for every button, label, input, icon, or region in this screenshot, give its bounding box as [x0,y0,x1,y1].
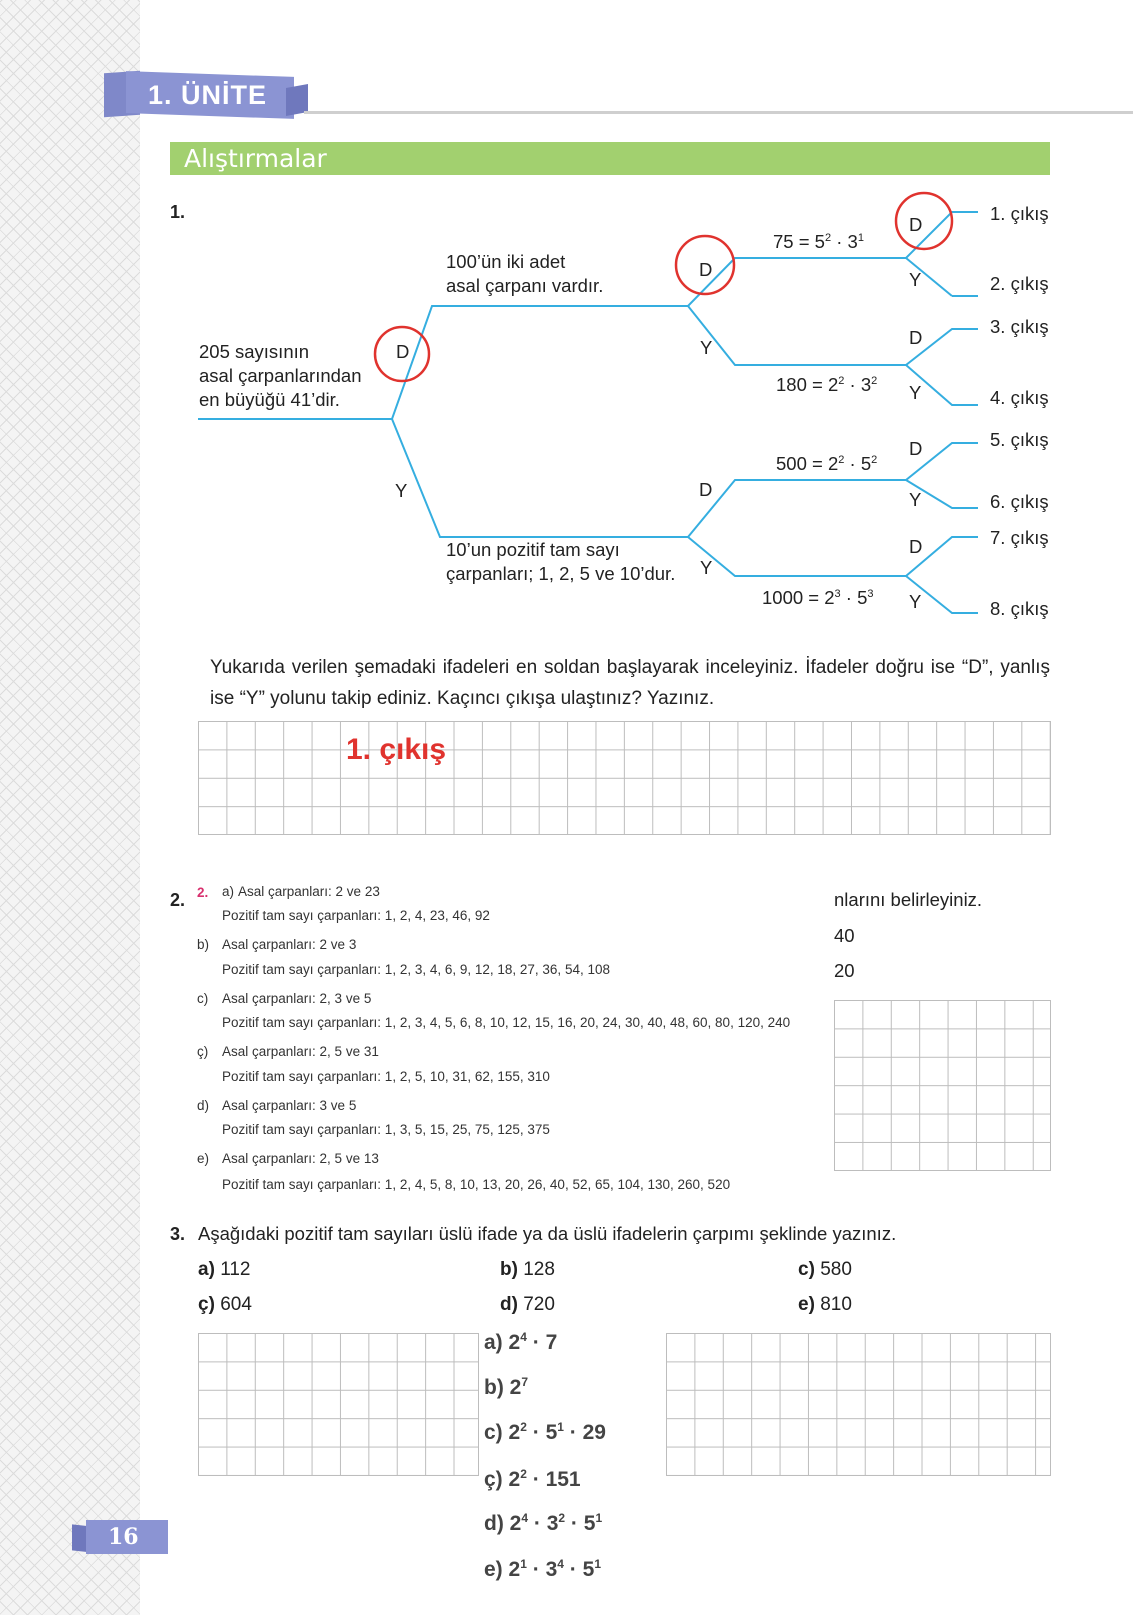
q2-overlay-number: 2. [197,885,209,900]
q3-option-d: d) 720 [500,1294,555,1315]
q2-item-letter: ç) [197,1044,209,1059]
label-d: D [909,438,923,459]
q3-answer-cc: ç) $2^2 \cdot 151$ [484,1467,581,1491]
q2-item-pozitif: Pozitif tam sayı çarpanları: 1, 3, 5, 15, 25, 75, 125, 375 [222,1122,550,1137]
q3-option-b: b) 128 [500,1259,555,1280]
q2-item-asal: Asal çarpanları: 2, 5 ve 31 [222,1044,379,1059]
q3-answer-d: d) $2^4 \cdot 3^2 \cdot 5^1$ [484,1511,603,1535]
label-d: D [909,536,923,557]
q3-answer-a: a) $2^4 \cdot 7$ [484,1330,558,1354]
q2-item-letter: a) [222,884,235,899]
q2-item-asal: Asal çarpanları: 2 ve 3 [222,937,357,952]
equation-1000: $1000 = 2^3 \cdot 5^3$ [762,587,874,609]
q3-option-a: a) 112 [198,1259,251,1280]
exit-7: 7. çıkış [990,527,1049,548]
label-d: D [909,327,923,348]
q2-item-pozitif: Pozitif tam sayı çarpanları: 1, 2, 3, 4, 6, 9, 12, 18, 27, 36, 54, 108 [222,962,610,977]
label-y: Y [909,489,922,510]
page-number-tab [72,1518,172,1556]
q2-item-pozitif: Pozitif tam sayı çarpanları: 1, 2, 3, 4, 5, 6, 8, 10, 12, 15, 16, 20, 24, 30, 40, 48, 60, 80, 120, 240 [222,1015,791,1030]
q3-option-e: e) 810 [798,1294,852,1315]
upper-statement-1: 100’ün iki adet [446,251,566,272]
q2-partial-20: 20 [834,960,855,981]
q2-item-pozitif: Pozitif tam sayı çarpanları: 1, 2, 4, 5, 8, 10, 13, 20, 26, 40, 52, 65, 104, 130, 260, 520 [222,1177,731,1192]
label-d: D [396,341,410,362]
q2-item-asal: Asal çarpanları: 3 ve 5 [222,1098,357,1113]
exit-6: 6. çıkış [990,491,1049,512]
upper-statement-2: asal çarpanı vardır. [446,275,604,296]
label-d: D [909,214,923,235]
q1-answer-grid[interactable] [198,721,1051,835]
q2-item-letter: e) [197,1151,210,1166]
branch-line [688,306,978,365]
q2-item-pozitif: Pozitif tam sayı çarpanları: 1, 2, 4, 23, 46, 92 [222,908,490,923]
q2-partial-40: 40 [834,925,855,946]
exit-8: 8. çıkış [990,598,1049,619]
lower-statement-2: çarpanları; 1, 2, 5 ve 10’dur. [446,563,676,584]
q1-answer: 1. çıkış [346,733,447,766]
q3-number: 3. [170,1224,186,1244]
q2-item-letter: c) [197,991,209,1006]
page-number: 16 [108,1524,139,1550]
q3-option-cc: ç) 604 [198,1294,252,1315]
label-y: Y [700,557,713,578]
q3-answer-c: c) $2^2 \cdot 5^1 \cdot 29$ [484,1420,606,1444]
branch-line [688,537,978,576]
exit-5: 5. çıkış [990,429,1049,450]
exit-2: 2. çıkış [990,273,1049,294]
equation-500: $500 = 2^2 \cdot 5^2$ [776,453,878,475]
q2-item-letter: d) [197,1098,210,1113]
q2-item-letter: b) [197,937,210,952]
q2-item-asal: Asal çarpanları: 2, 3 ve 5 [222,991,372,1006]
q2-partial-text: nlarını belirleyiniz. [834,889,983,910]
label-y: Y [909,382,922,403]
label-d: D [699,259,713,280]
q1-instruction: Yukarıda verilen şemadaki ifadeleri en soldan başlayarak inceleyiniz. İfadeler doğru ise “D”, yanlış ise “Y” yolunu takip ediniz. Kaçıncı çıkışa ulaştınız? Yazınız. [210,657,1050,709]
q2-answer-grid[interactable] [834,1000,1051,1171]
label-y: Y [700,337,713,358]
unit-title: 1. ÜNİTE [148,80,268,110]
root-statement-1: 205 sayısının [199,341,310,362]
q2-number: 2. [170,890,186,910]
q3-answer-b: b) $2^7$ [484,1375,529,1399]
equation-75: $75 = 5^2 \cdot 3^1$ [773,231,864,253]
q1-number: 1. [170,202,186,222]
branch-line [392,419,978,537]
q3-option-c: c) 580 [798,1259,852,1280]
q2-item-asal: Asal çarpanları: 2 ve 23 [238,884,380,899]
label-y: Y [395,480,408,501]
label-d: D [699,479,713,500]
q3-prompt: Aşağıdaki pozitif tam sayıları üslü ifade ya da üslü ifadelerin çarpımı şeklinde yazınız. [198,1223,897,1244]
section-title: Alıştırmalar [184,144,327,173]
exit-3: 3. çıkış [990,316,1049,337]
q2-item-asal: Asal çarpanları: 2, 5 ve 13 [222,1151,379,1166]
lower-statement-1: 10’un pozitif tam sayı [446,539,620,560]
root-statement-3: en büyüğü 41’dir. [199,389,340,410]
equation-180: $180 = 2^2 \cdot 3^2$ [776,374,878,396]
root-statement-2: asal çarpanlarından [199,365,362,386]
exit-1: 1. çıkış [990,203,1049,224]
q3-answer-e: e) $2^1 \cdot 3^4 \cdot 5^1$ [484,1557,601,1581]
label-y: Y [909,591,922,612]
label-y: Y [909,269,922,290]
q3-answer-grid-right[interactable] [666,1333,1051,1476]
q2-item-pozitif: Pozitif tam sayı çarpanları: 1, 2, 5, 10, 31, 62, 155, 310 [222,1069,550,1084]
q3-answer-grid-left[interactable] [198,1333,479,1476]
exit-4: 4. çıkış [990,387,1049,408]
